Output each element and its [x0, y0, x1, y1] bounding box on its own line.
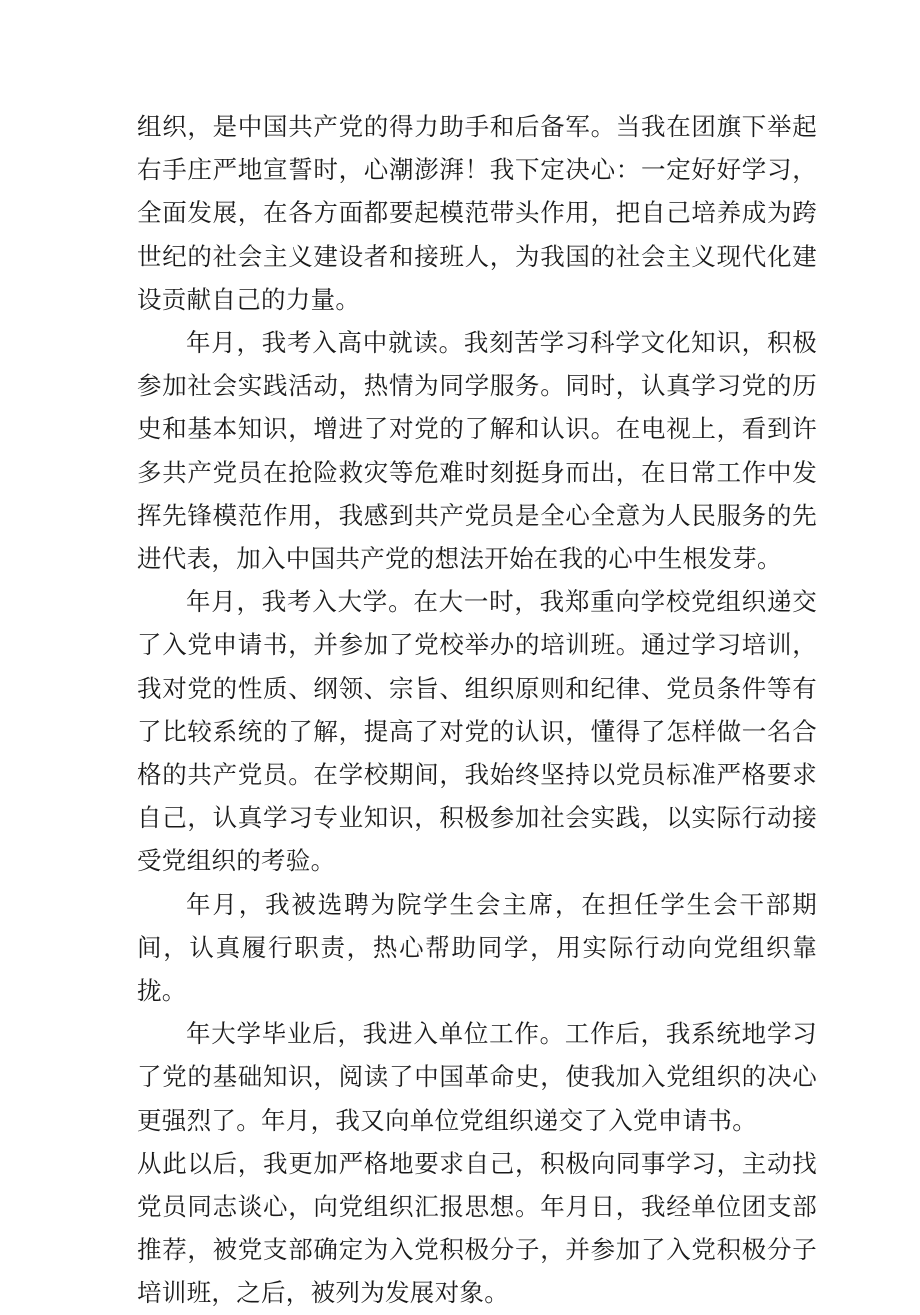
paragraph-5: 年大学毕业后，我进入单位工作。工作后，我系统地学习了党的基础知识，阅读了中国革命史，使我加入党组织的决心更强烈了。年月，我又向单位党组织递交了入党申请书。	[137, 1019, 817, 1135]
paragraph-4: 年月，我被选聘为院学生会主席，在担任学生会干部期间，认真履行职责，热心帮助同学，用实际行动向党组织靠拢。	[137, 889, 817, 1006]
paragraph-1: 组织，是中国共产党的得力助手和后备军。当我在团旗下举起右手庄严地宣誓时，心潮澎湃！我下定决心：一定好好学习，全面发展，在各方面都要起模范带头作用，把自己培养成为跨世纪的社会主义建设者和接班人，为我国的社会主义现代化建设贡献自己的力量。	[137, 112, 817, 314]
paragraph-6: 从此以后，我更加严格地要求自己，积极向同事学习，主动找党员同志谈心，向党组织汇报思想。年月日，我经单位团支部推荐，被党支部确定为入党积极分子，并参加了入党积极分子培训班，之后，被列为发展对象。	[137, 1148, 817, 1308]
paragraph-3: 年月，我考入大学。在大一时，我郑重向学校党组织递交了入党申请书，并参加了党校举办的培训班。通过学习培训，我对党的性质、纲领、宗旨、组织原则和纪律、党员条件等有了比较系统的了解，提高了对党的认识，懂得了怎样做一名合格的共产党员。在学校期间，我始终坚持以党员标准严格要求自己，认真学习专业知识，积极参加社会实践，以实际行动接受党组织的考验。	[137, 587, 817, 876]
document-body	[137, 105, 817, 1315]
paragraph-2: 年月，我考入高中就读。我刻苦学习科学文化知识，积极参加社会实践活动，热情为同学服务。同时，认真学习党的历史和基本知识，增进了对党的了解和认识。在电视上，看到许多共产党员在抢险救灾等危难时刻挺身而出，在日常工作中发挥先锋模范作用，我感到共产党员是全心全意为人民服务的先进代表，加入中国共产党的想法开始在我的心中生根发芽。	[137, 328, 817, 574]
